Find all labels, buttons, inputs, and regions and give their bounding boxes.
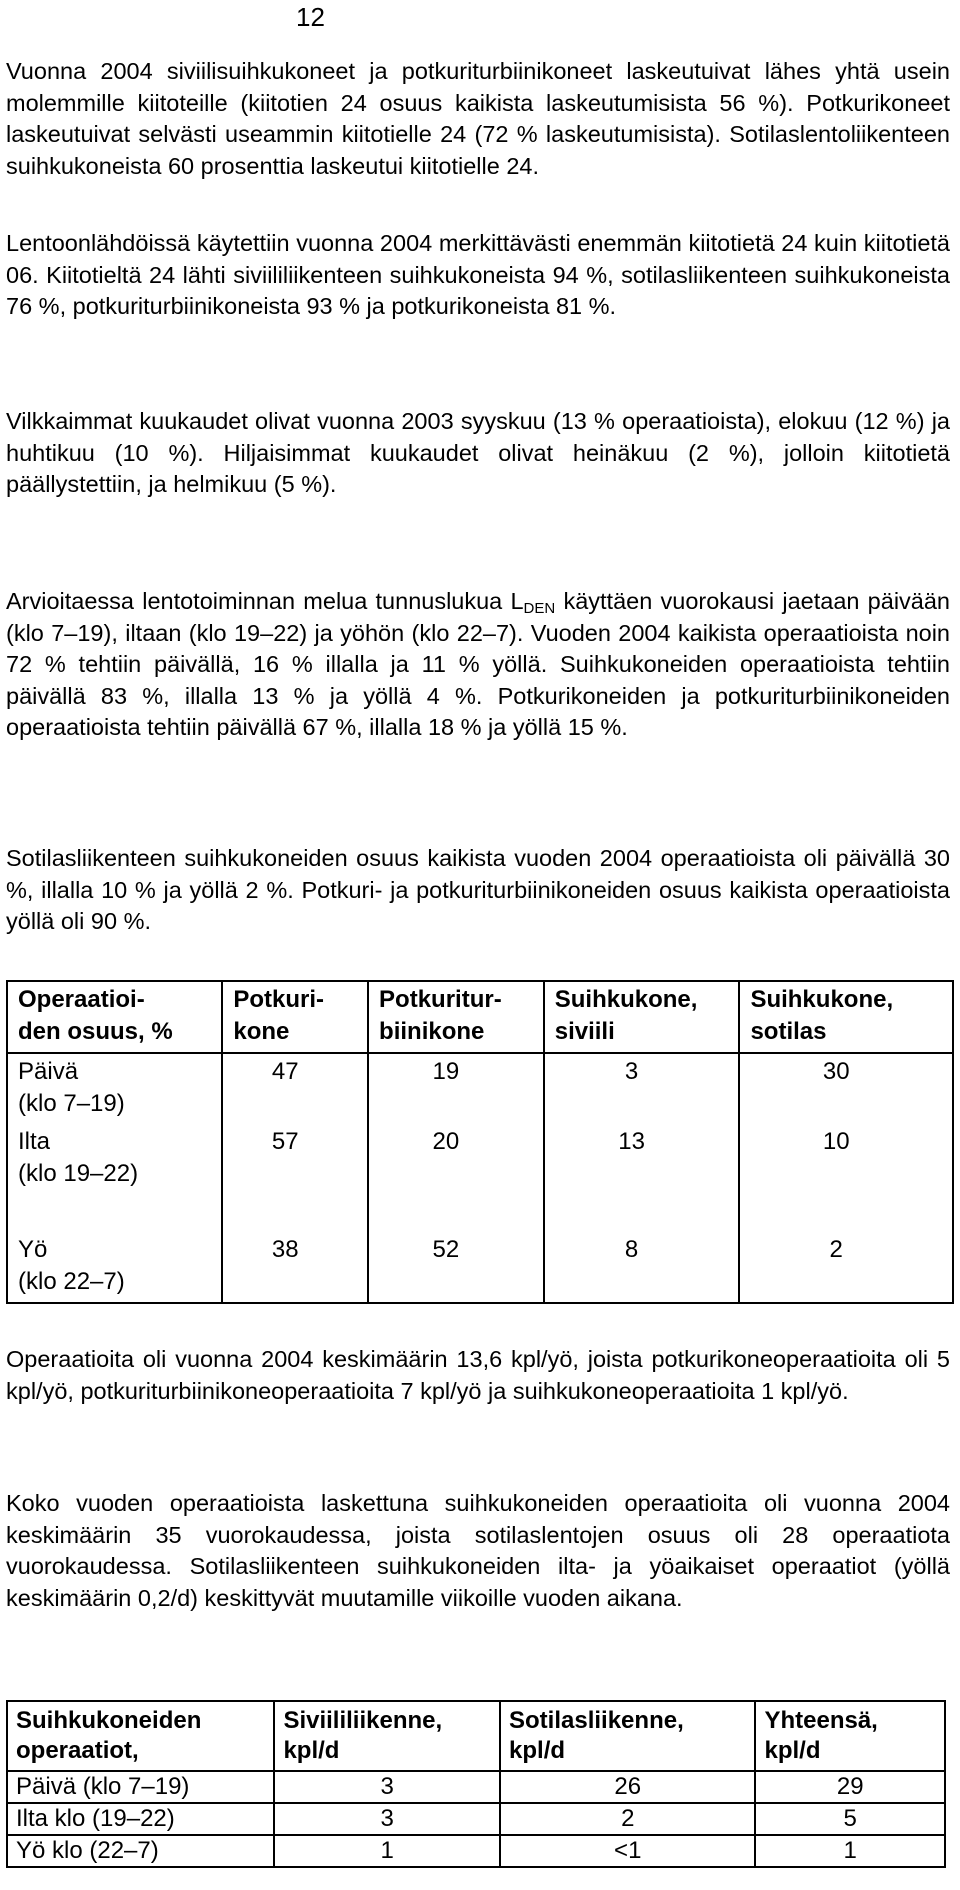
table-row: [7, 1120, 953, 1230]
paragraph: Sotilasliikenteen suihkukoneiden osuus kaikista vuoden 2004 operaatioista oli päivällä 30 %, illalla 10 % ja yöllä 2 %. Potkuri- ja potkuriturbiinikoneiden osuus kaikista operaatioista yöllä oli 90 %.: [6, 845, 950, 934]
page-number: 12: [296, 2, 325, 32]
table-header-row: [7, 981, 953, 1053]
table-cell: 2: [500, 1803, 755, 1835]
table-cell: 13: [544, 1120, 740, 1230]
table-cell: 19: [368, 1053, 544, 1120]
row-label: Ilta klo (19–22): [7, 1803, 274, 1835]
paragraph-text: Arvioitaessa lentotoiminnan melua tunnuslukua L: [6, 588, 524, 614]
paragraph: Vilkkaimmat kuukaudet olivat vuonna 2003 syyskuu (13 % operaatioista), elokuu (12 %) ja huhtikuu (10 %). Hiljaisimmat kuukaudet olivat heinäkuu (2 %), jolloin kiitotietä päällystettiin, ja helmikuu (5 %).: [6, 408, 950, 497]
table-cell: 3: [544, 1053, 740, 1120]
table-cell: 57: [222, 1120, 368, 1230]
table-cell: 3: [274, 1803, 500, 1835]
table-row: [7, 1230, 953, 1303]
table-cell: 2: [739, 1230, 953, 1303]
table-header-cell: Potkuri- kone: [222, 981, 368, 1053]
table-cell: 1: [274, 1835, 500, 1867]
table-cell: 30: [739, 1053, 953, 1120]
subscript: DEN: [523, 600, 556, 617]
table-cell: 47: [222, 1053, 368, 1120]
table-cell: 29: [755, 1771, 945, 1803]
paragraph-text: käyttäen vuorokausi jaetaan päivään (klo 7–19), iltaan (klo 19–22) ja yöhön (klo 22–7). Vuoden 2004 kaikista operaatioista noin 72 % tehtiin päivällä, 16 % illalla ja 11 % yöllä. Suihkukoneiden operaatioista tehtiin päivällä 83 %, illalla 13 % ja yöllä 4 %. Potkurikoneiden ja potkuriturbiinikoneiden operaatioista tehtiin päivällä 67 %, illalla 18 % ja yöllä 15 %.: [6, 588, 950, 740]
row-label: Ilta (klo 19–22): [7, 1120, 222, 1230]
table-cell: 8: [544, 1230, 740, 1303]
row-label: Päivä (klo 7–19): [7, 1771, 274, 1803]
paragraph: [6, 586, 950, 744]
table-cell: 52: [368, 1230, 544, 1303]
table-header-cell: Sotilasliikenne, kpl/d: [500, 1701, 755, 1771]
table-header-cell: Yhteensä, kpl/d: [755, 1701, 945, 1771]
table-cell: 20: [368, 1120, 544, 1230]
table-header-cell: Potkuritur- biinikone: [368, 981, 544, 1053]
paragraph: Lentoonlähdöissä käytettiin vuonna 2004 merkittävästi enemmän kiitotietä 24 kuin kiitotietä 06. Kiitotieltä 24 lähti siviililiikenteen suihkukoneista 94 %, sotilasliikenteen suihkukoneista 76 %, potkuriturbiinikoneista 93 % ja potkurikoneista 81 %.: [6, 230, 950, 319]
row-label: Yö (klo 22–7): [7, 1230, 222, 1303]
table-header-cell: Operaatioi- den osuus, %: [7, 981, 222, 1053]
table-cell: 10: [739, 1120, 953, 1230]
table-cell: 5: [755, 1803, 945, 1835]
table-row: [7, 1803, 945, 1835]
table-header-cell: Suihkukoneiden operaatiot,: [7, 1701, 274, 1771]
paragraph: Operaatioita oli vuonna 2004 keskimäärin 13,6 kpl/yö, joista potkurikoneoperaatioita oli 5 kpl/yö, potkuriturbiinikoneoperaatioita 7 kpl/yö ja suihkukoneoperaatioita 1 kpl/yö.: [6, 1346, 950, 1404]
paragraph: Koko vuoden operaatioista laskettuna suihkukoneiden operaatioita oli vuonna 2004 keskimäärin 35 vuorokaudessa, joista sotilaslentojen osuus oli 28 operaatiota vuorokaudessa. Sotilasliikenteen suihkukoneiden ilta- ja yöaikaiset operaatiot (yöllä keskimäärin 0,2/d) keskittyvät muutamille viikoille vuoden aikana.: [6, 1490, 950, 1611]
operations-share-table: [6, 980, 954, 1304]
table-header-row: [7, 1701, 945, 1771]
table-cell: <1: [500, 1835, 755, 1867]
table-cell: 38: [222, 1230, 368, 1303]
table-row: [7, 1053, 953, 1120]
table-cell: 26: [500, 1771, 755, 1803]
row-label: Päivä (klo 7–19): [7, 1053, 222, 1120]
table-header-cell: Suihkukone, sotilas: [739, 981, 953, 1053]
table-header-cell: Siviililiikenne, kpl/d: [274, 1701, 500, 1771]
table-row: [7, 1771, 945, 1803]
table-cell: 1: [755, 1835, 945, 1867]
jet-operations-table: [6, 1700, 946, 1868]
table-row: [7, 1835, 945, 1867]
paragraph: Vuonna 2004 siviilisuihkukoneet ja potkuriturbiinikoneet laskeutuivat lähes yhtä usein molemmille kiitoteille (kiitotien 24 osuus kaikista laskeutumisista 56 %). Potkurikoneet laskeutuivat selvästi useammin kiitotielle 24 (72 % laskeutumisista). Sotilaslentoliikenteen suihkukoneista 60 prosenttia laskeutui kiitotielle 24.: [6, 58, 950, 179]
table-cell: 3: [274, 1771, 500, 1803]
row-label: Yö klo (22–7): [7, 1835, 274, 1867]
table-header-cell: Suihkukone, siviili: [544, 981, 740, 1053]
